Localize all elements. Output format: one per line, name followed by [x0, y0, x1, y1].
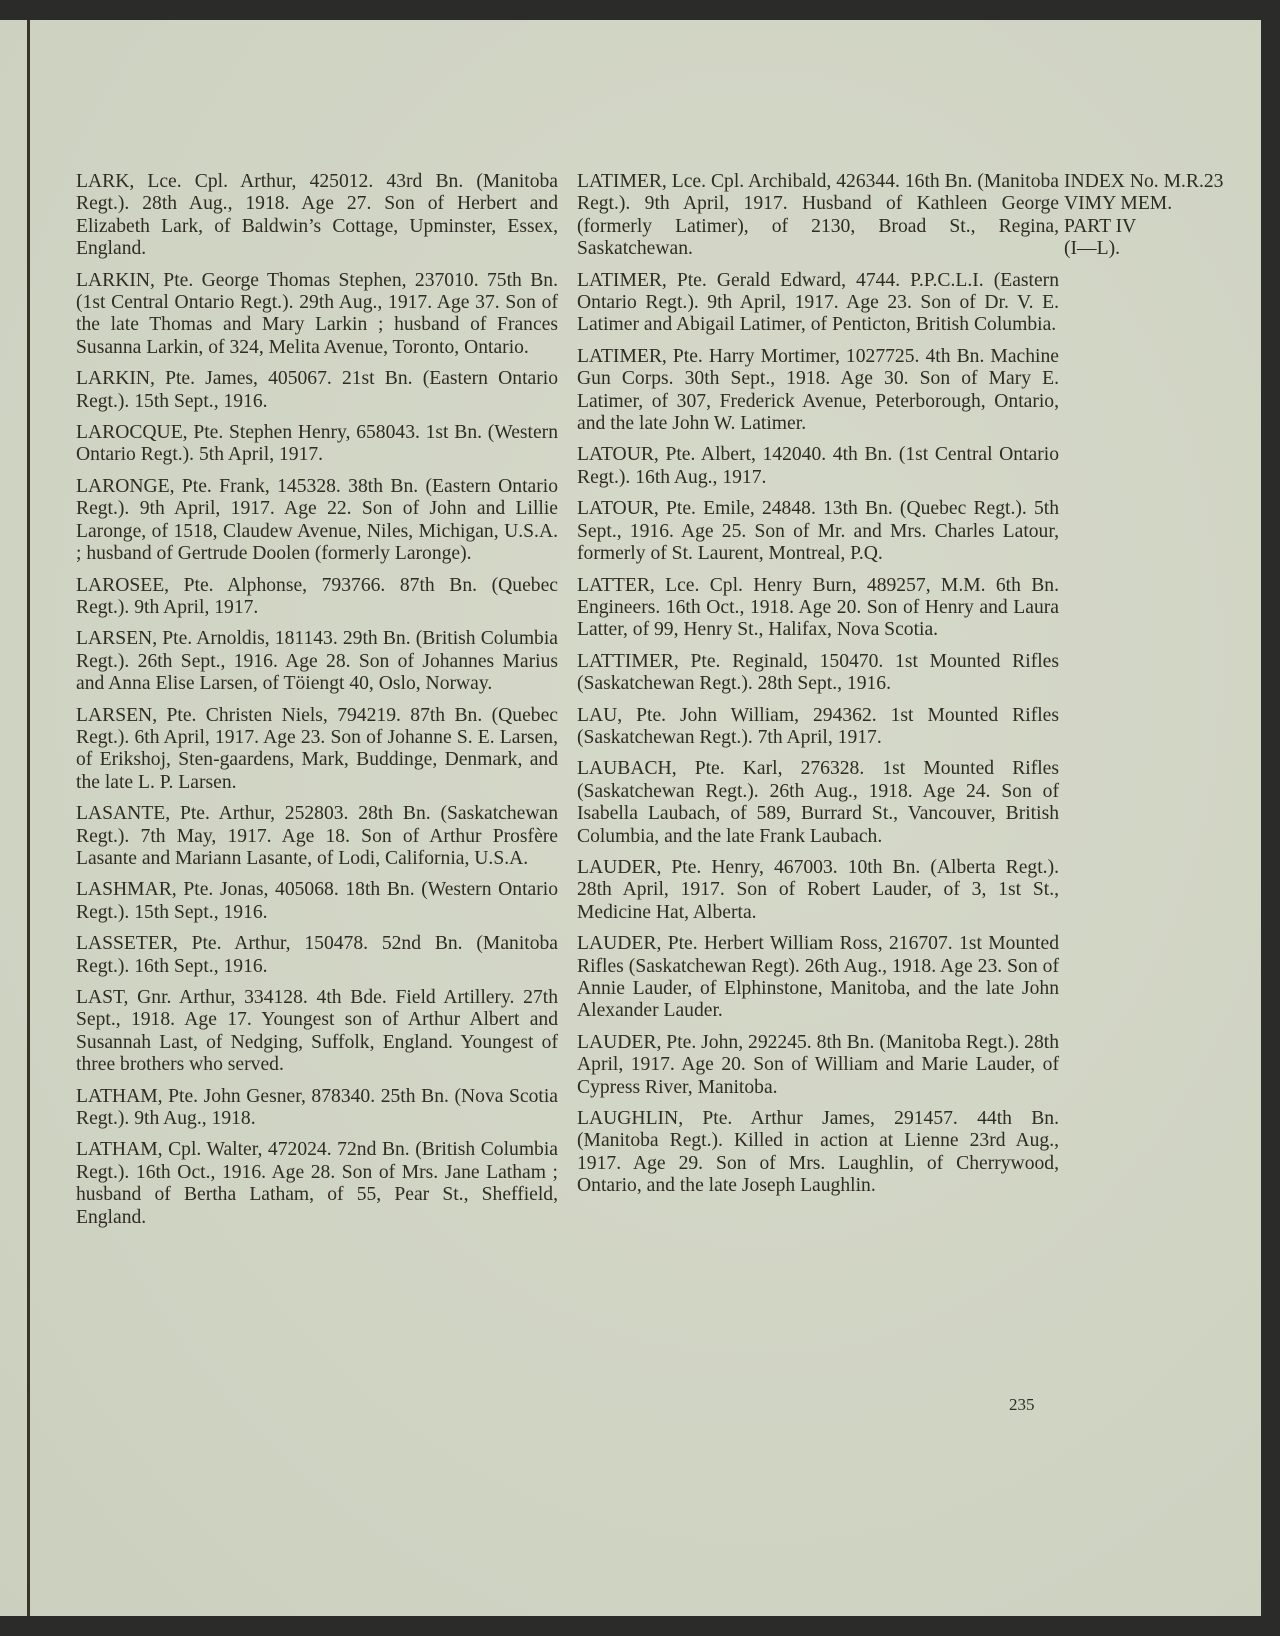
- binding-line: [27, 20, 30, 1616]
- casualty-entry: LAUDER, Pte. Herbert William Ross, 216707. 1st Mounted Rifles (Saskatchewan Regt). 26th Aug., 1918. Age 23. Son of Annie Lauder, of Elphinstone, Manitoba, and the late John Alexander Lauder.: [577, 933, 1059, 1022]
- index-label: [1064, 171, 1264, 261]
- casualty-entry: LATIMER, Lce. Cpl. Archibald, 426344. 16th Bn. (Manitoba Regt.). 9th April, 1917. Husband of Kathleen George (formerly Latimer), of 2130, Broad St., Regina, Saskatchewan.: [577, 171, 1059, 260]
- casualty-entry: LATHAM, Cpl. Walter, 472024. 72nd Bn. (British Columbia Regt.). 16th Oct., 1916. Age 28. Son of Mrs. Jane Latham ; husband of Bertha Latham, of 55, Pear St., Sheffield, England.: [76, 1139, 558, 1228]
- casualty-entry: LAUDER, Pte. Henry, 467003. 10th Bn. (Alberta Regt.). 28th April, 1917. Son of Robert Lauder, of 3, 1st St., Medicine Hat, Alberta.: [577, 856, 1059, 923]
- casualty-entry: LATIMER, Pte. Harry Mortimer, 1027725. 4th Bn. Machine Gun Corps. 30th Sept., 1918. Age 30. Son of Mary E. Latimer, of 307, Frederick Avenue, Peterborough, Ontario, and the late John W. Latimer.: [577, 345, 1059, 435]
- casualty-entry: LATOUR, Pte. Emile, 24848. 13th Bn. (Quebec Regt.). 5th Sept., 1916. Age 25. Son of Mr. and Mrs. Charles Latour, formerly of St. Laurent, Montreal, P.Q.: [577, 498, 1059, 565]
- index-number: INDEX No. M.R.23: [1064, 171, 1224, 192]
- casualty-entry: LARKIN, Pte. George Thomas Stephen, 237010. 75th Bn. (1st Central Ontario Regt.). 29th Aug., 1917. Age 37. Son of the late Thomas and Mary Larkin ; husband of Frances Susanna Larkin, of 324, Melita Avenue, Toronto, Ontario.: [76, 269, 558, 358]
- memorial-name: VIMY MEM.: [1064, 193, 1173, 215]
- casualty-entry: LATTIMER, Pte. Reginald, 150470. 1st Mounted Rifles (Saskatchewan Regt.). 28th Sept., 1916.: [577, 650, 1059, 695]
- casualty-entry: LAU, Pte. John William, 294362. 1st Mounted Rifles (Saskatchewan Regt.). 7th April, 1917.: [577, 704, 1059, 748]
- casualty-entry: LATIMER, Pte. Gerald Edward, 4744. P.P.C.L.I. (Eastern Ontario Regt.). 9th April, 1917. Age 23. Son of Dr. V. E. Latimer and Abigail Latimer, of Penticton, British Columbia.: [577, 269, 1059, 336]
- casualty-entry: LAUGHLIN, Pte. Arthur James, 291457. 44th Bn. (Manitoba Regt.). Killed in action at Lienne 23rd Aug., 1917. Age 29. Son of Mrs. Laughlin, of Cherrywood, Ontario, and the late Joseph Laughlin.: [577, 1108, 1059, 1197]
- casualty-entry: LAROCQUE, Pte. Stephen Henry, 658043. 1st Bn. (Western Ontario Regt.). 5th April, 1917.: [76, 422, 558, 466]
- casualty-entry: LATOUR, Pte. Albert, 142040. 4th Bn. (1st Central Ontario Regt.). 16th Aug., 1917.: [577, 444, 1059, 488]
- casualty-entry: LAUBACH, Pte. Karl, 276328. 1st Mounted Rifles (Saskatchewan Regt.). 26th Aug., 1918. Age 24. Son of Isabella Laubach, of 589, Burrard St., Vancouver, British Columbia, and the late Frank Laubach.: [577, 758, 1059, 847]
- casualty-entry: LATTER, Lce. Cpl. Henry Burn, 489257, M.M. 6th Bn. Engineers. 16th Oct., 1918. Age 20. Son of Henry and Laura Latter, of 99, Henry St., Halifax, Nova Scotia.: [577, 574, 1059, 641]
- casualty-entry: LARONGE, Pte. Frank, 145328. 38th Bn. (Eastern Ontario Regt.). 9th April, 1917. Age 22. Son of John and Lillie Laronge, of 1518, Claudew Avenue, Niles, Michigan, U.S.A. ; husband of Gertrude Doolen (formerly Laronge).: [76, 475, 558, 565]
- left-column: [76, 171, 558, 1238]
- casualty-entry: LATHAM, Pte. John Gesner, 878340. 25th Bn. (Nova Scotia Regt.). 9th Aug., 1918.: [76, 1085, 558, 1130]
- page-number: 235: [1009, 1395, 1035, 1414]
- casualty-entry: LARSEN, Pte. Arnoldis, 181143. 29th Bn. (British Columbia Regt.). 26th Sept., 1916. Age 28. Son of Johannes Marius and Anna Elise Larsen, of Töiengt 40, Oslo, Norway.: [76, 628, 558, 695]
- casualty-entry: LAROSEE, Pte. Alphonse, 793766. 87th Bn. (Quebec Regt.). 9th April, 1917.: [76, 574, 558, 618]
- letter-range: (I—L).: [1064, 238, 1121, 260]
- casualty-entry: LASSETER, Pte. Arthur, 150478. 52nd Bn. (Manitoba Regt.). 16th Sept., 1916.: [76, 933, 558, 977]
- casualty-entry: LASANTE, Pte. Arthur, 252803. 28th Bn. (Saskatchewan Regt.). 7th May, 1917. Age 18. Son of Arthur Prosfère Lasante and Mariann Lasante, of Lodi, California, U.S.A.: [76, 803, 558, 869]
- casualty-entry: LARK, Lce. Cpl. Arthur, 425012. 43rd Bn. (Manitoba Regt.). 28th Aug., 1918. Age 27. Son of Herbert and Elizabeth Lark, of Baldwin’s Cottage, Upminster, Essex, England.: [76, 171, 558, 260]
- casualty-entry: LASHMAR, Pte. Jonas, 405068. 18th Bn. (Western Ontario Regt.). 15th Sept., 1916.: [76, 879, 558, 923]
- casualty-entry: LAST, Gnr. Arthur, 334128. 4th Bde. Field Artillery. 27th Sept., 1918. Age 17. Youngest son of Arthur Albert and Susannah Last, of Nedging, Suffolk, England. Youngest of three brothers who served.: [76, 987, 558, 1076]
- casualty-entry: LAUDER, Pte. John, 292245. 8th Bn. (Manitoba Regt.). 28th April, 1917. Age 20. Son of William and Marie Lauder, of Cypress River, Manitoba.: [577, 1031, 1059, 1098]
- document-page: [0, 20, 1261, 1616]
- casualty-entry: LARSEN, Pte. Christen Niels, 794219. 87th Bn. (Quebec Regt.). 6th April, 1917. Age 23. Son of Johanne S. E. Larsen, of Erikshoj, Sten-gaardens, Mark, Buddinge, Denmark, and the late L. P. Larsen.: [76, 704, 558, 793]
- part-number: PART IV: [1064, 215, 1137, 237]
- right-column: [577, 171, 1059, 1207]
- casualty-entry: LARKIN, Pte. James, 405067. 21st Bn. (Eastern Ontario Regt.). 15th Sept., 1916.: [76, 368, 558, 412]
